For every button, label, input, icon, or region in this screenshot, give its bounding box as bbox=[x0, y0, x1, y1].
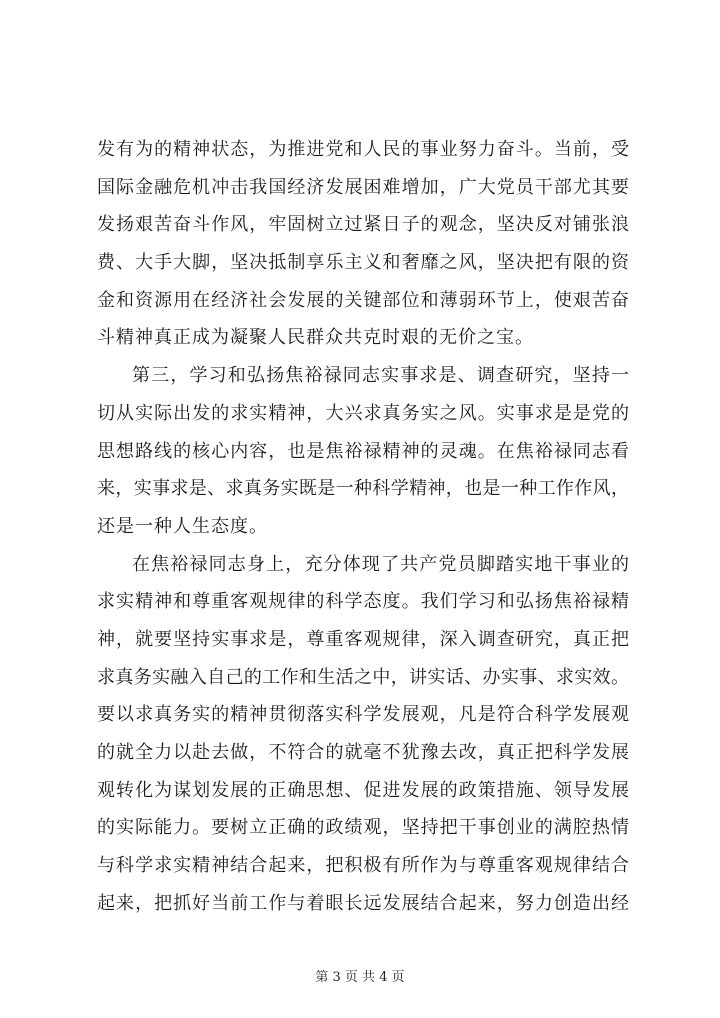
text-line: 第三，学习和弘扬焦裕禄同志实事求是、调查研究，坚持一 bbox=[132, 365, 629, 387]
text-line: 神，就要坚持实事求是，尊重客观规律，深入调查研究，真正把 bbox=[97, 628, 629, 650]
text-line: 来，实事求是、求真务实既是一种科学精神，也是一种工作作风， bbox=[97, 478, 629, 500]
text-line: 发有为的精神状态，为推进党和人民的事业努力奋斗。当前，受 bbox=[97, 139, 629, 160]
text-line: 起来，把抓好当前工作与着眼长远发展结合起来，努力创造出经 bbox=[97, 892, 629, 914]
paragraph bbox=[97, 131, 629, 357]
text-line: 的就全力以赴去做，不符合的就毫不犹豫去改，真正把科学发展 bbox=[97, 742, 629, 763]
text-line: 发扬艰苦奋斗作风，牢固树立过紧日子的观念，坚决反对铺张浪 bbox=[97, 214, 629, 236]
text-line: 费、大手大脚，坚决抵制享乐主义和奢靡之风，坚决把有限的资 bbox=[97, 252, 629, 274]
text-line: 思想路线的核心内容，也是焦裕禄精神的灵魂。在焦裕禄同志看 bbox=[97, 440, 629, 462]
text-line: 国际金融危机冲击我国经济发展困难增加，广大党员干部尤其要 bbox=[97, 176, 629, 198]
document-body bbox=[97, 131, 629, 922]
text-line: 与科学求实精神结合起来，把积极有所作为与尊重客观规律结合 bbox=[97, 855, 629, 877]
text-line: 求实精神和尊重客观规律的科学态度。我们学习和弘扬焦裕禄精 bbox=[97, 591, 629, 613]
text-line: 斗精神真正成为凝聚人民群众共克时艰的无价之宝。 bbox=[97, 327, 534, 349]
text-line: 观转化为谋划发展的正确思想、促进发展的政策措施、领导发展 bbox=[97, 779, 629, 801]
text-line: 还是一种人生态度。 bbox=[97, 515, 268, 537]
text-line: 在焦裕禄同志身上，充分体现了共产党员脚踏实地干事业的 bbox=[132, 553, 629, 575]
text-line: 金和资源用在经济社会发展的关键部位和薄弱环节上，使艰苦奋 bbox=[97, 289, 629, 311]
text-line: 的实际能力。要树立正确的政绩观，坚持把干事创业的满腔热情 bbox=[97, 817, 629, 839]
text-line: 求真务实融入自己的工作和生活之中，讲实话、办实事、求实效。 bbox=[97, 666, 629, 688]
text-line: 要以求真务实的精神贯彻落实科学发展观，凡是符合科学发展观 bbox=[97, 704, 629, 726]
page-number-footer: 第 3 页 共 4 页 bbox=[315, 970, 405, 985]
paragraph bbox=[97, 546, 629, 923]
text-line: 切从实际出发的求实精神，大兴求真务实之风。实事求是是党的 bbox=[97, 402, 629, 424]
paragraph bbox=[97, 357, 629, 545]
